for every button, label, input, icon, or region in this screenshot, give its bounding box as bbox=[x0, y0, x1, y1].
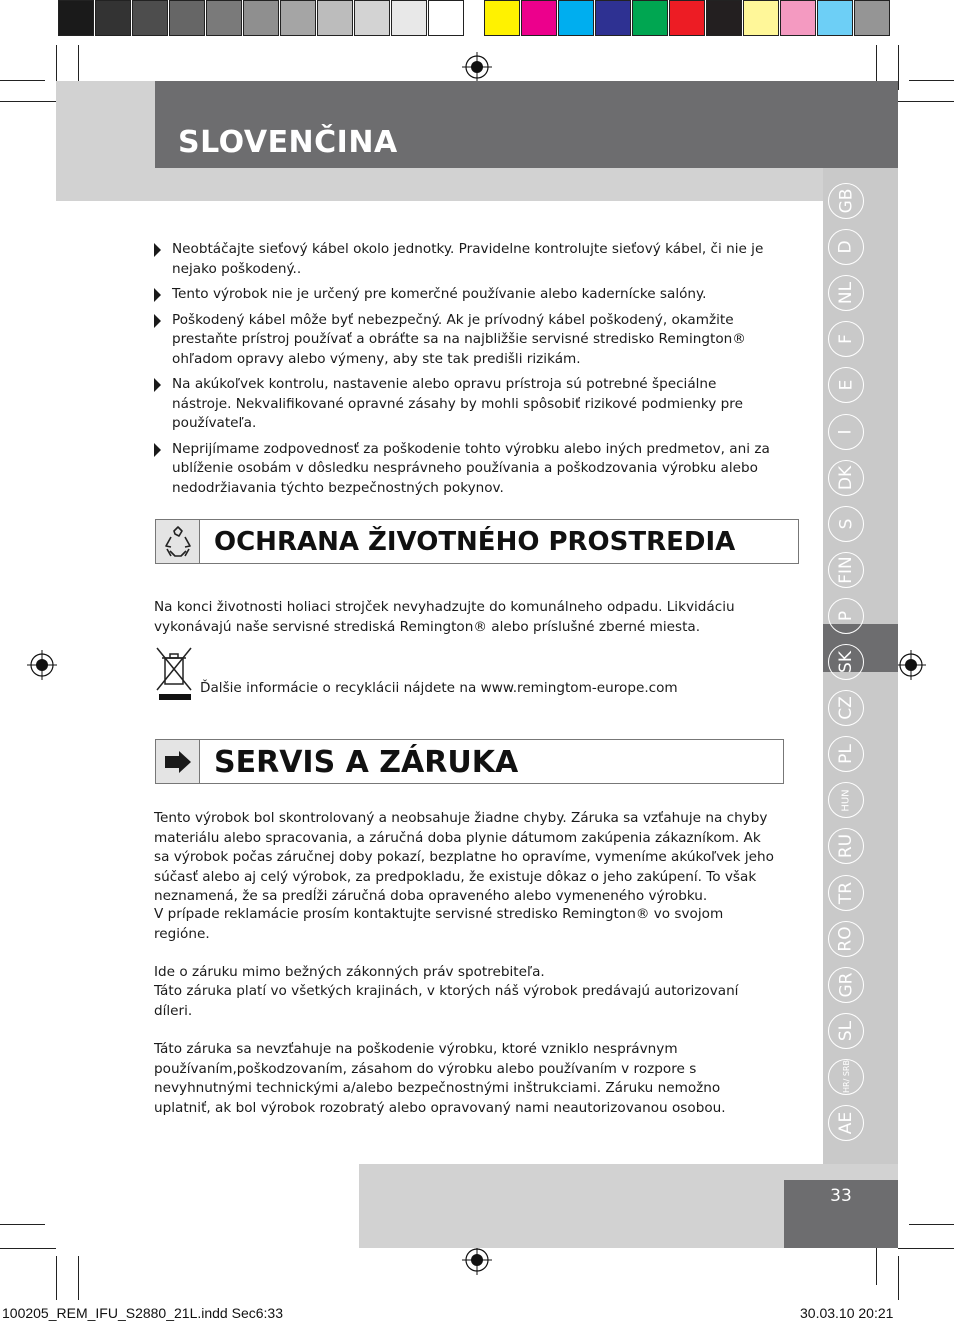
color-swatch bbox=[854, 0, 890, 36]
grey-swatch-bar bbox=[58, 0, 465, 38]
page-number-box bbox=[784, 1180, 898, 1248]
color-swatch bbox=[484, 0, 520, 36]
color-swatch bbox=[632, 0, 668, 36]
color-swatch bbox=[169, 0, 205, 36]
list-item: Neobtáčajte sieťový kábel okolo jednotky. Pravidelne kontrolujte sieťový kábel, či nie je nejako poškodený.. bbox=[154, 240, 779, 279]
language-tab-s[interactable]: S bbox=[828, 506, 864, 542]
crop-mark bbox=[78, 1256, 79, 1300]
service-paragraph-2: V prípade reklamácie prosím kontaktujte servisné stredisko Remington® vo svojom regióne. bbox=[154, 906, 724, 942]
language-tab-cz[interactable]: CZ bbox=[828, 690, 864, 726]
color-swatch bbox=[58, 0, 94, 36]
environment-heading: OCHRANA ŽIVOTNÉHO PROSTREDIA bbox=[214, 527, 736, 557]
language-tab-ae[interactable]: AE bbox=[828, 1105, 864, 1141]
crop-mark bbox=[56, 1256, 57, 1300]
color-swatch bbox=[206, 0, 242, 36]
service-heading: SERVIS A ZÁRUKA bbox=[214, 745, 519, 780]
color-swatch bbox=[391, 0, 427, 36]
crop-mark bbox=[0, 1248, 56, 1249]
crop-mark bbox=[898, 1256, 899, 1300]
footer-file-info: 100205_REM_IFU_S2880_21L.indd Sec6:33 bbox=[2, 1305, 283, 1321]
environment-text: Na konci životnosti holiaci strojček nevyhadzujte do komunálneho odpadu. Likvidáciu vykonávajú naše servisné strediská Remington® alebo príslušné zberné miesta. bbox=[154, 599, 735, 635]
crop-mark bbox=[0, 1224, 45, 1225]
registration-mark-icon bbox=[462, 1245, 492, 1275]
language-tab-fin[interactable]: FIN bbox=[828, 552, 864, 588]
service-paragraph-4: Táto záruka platí vo všetkých krajinách, v ktorých náš výrobok predávajú autorizovaní díleri. bbox=[154, 983, 739, 1019]
color-swatch bbox=[521, 0, 557, 36]
language-tab-i[interactable]: I bbox=[828, 414, 864, 450]
color-swatch bbox=[280, 0, 316, 36]
language-tab-gr[interactable]: GR bbox=[828, 967, 864, 1003]
footer-date: 30.03.10 20:21 bbox=[800, 1305, 894, 1321]
crop-mark bbox=[909, 1224, 954, 1225]
service-paragraph-3: Ide o záruku mimo bežných zákonných práv spotrebiteľa. bbox=[154, 964, 545, 980]
list-item: Neprijímame zodpovednosť za poškodenie tohto výrobku alebo iných predmetov, ani za ublíženie osobám v dôsledku nesprávneho používania a poškodzovania výrobku alebo nedodržiavania týchto bezpečnostných pokynov. bbox=[154, 440, 779, 499]
language-tab-e[interactable]: E bbox=[828, 367, 864, 403]
list-item: Poškodený kábel môže byť nebezpečný. Ak je prívodný kábel poškodený, okamžite prestaňte prístroj používať a obráťte sa na najbližšie servisné stredisko Remington® ohľadom opravy alebo výmeny, aby ste tak predišli rizikám. bbox=[154, 311, 779, 370]
color-swatch bbox=[669, 0, 705, 36]
language-tab-d[interactable]: D bbox=[828, 229, 864, 265]
bullet-arrow-icon bbox=[154, 288, 161, 302]
language-tab-hun[interactable]: HUN bbox=[828, 782, 864, 818]
bullet-arrow-icon bbox=[154, 443, 161, 457]
environment-section-header bbox=[155, 519, 799, 564]
language-tab-ro[interactable]: RO bbox=[828, 921, 864, 957]
registration-mark-icon bbox=[896, 650, 926, 680]
language-tab-dk[interactable]: DK bbox=[828, 460, 864, 496]
bullet-arrow-icon bbox=[154, 378, 161, 392]
list-item: Na akúkoľvek kontrolu, nastavenie alebo opravu prístroja sú potrebné špeciálne nástroje. Nekvalifikované opravné zásahy by mohli spôsobiť rizikové podmienky pre používateľa. bbox=[154, 375, 779, 434]
color-swatch bbox=[132, 0, 168, 36]
service-paragraph-5: Táto záruka sa nevzťahuje na poškodenie výrobku, ktoré vzniklo nesprávnym používaním,poškodzovaním, zásahom do výrobku alebo používaním v rozpore s nevyhnutnými technickými a/alebo bezpečnostnými inštrukciami. Záruku nemožno uplatniť, ak bol výrobok rozobratý alebo opravovaný nami neautorizovanou osobou. bbox=[154, 1041, 726, 1116]
safety-bullet-list bbox=[154, 240, 779, 504]
arrow-right-icon bbox=[156, 740, 200, 783]
language-tab-hr-srb[interactable]: HR/ SRB bbox=[828, 1059, 864, 1095]
language-tab-ru[interactable]: RU bbox=[828, 828, 864, 864]
crop-mark bbox=[909, 80, 954, 81]
color-swatch bbox=[317, 0, 353, 36]
color-swatch bbox=[817, 0, 853, 36]
crop-mark bbox=[898, 1248, 954, 1249]
crop-mark bbox=[0, 101, 56, 102]
recycle-icon bbox=[156, 520, 200, 563]
language-tab-tr[interactable]: TR bbox=[828, 875, 864, 911]
crossed-bin-icon bbox=[155, 646, 193, 702]
page-title: SLOVENČINA bbox=[178, 125, 398, 160]
recycling-note: Ďalšie informácie o recyklácii nájdete na www.remingtom-europe.com bbox=[200, 680, 678, 696]
bullet-arrow-icon bbox=[154, 314, 161, 328]
service-paragraph-1: Tento výrobok bol skontrolovaný a neobsahuje žiadne chyby. Záruka sa vzťahuje na chyby materiálu alebo spracovania, a záručná doba plynie dátumom zakúpenia zákazníkom. Ak sa výrobok počas záručnej doby pokazí, bezplatne ho opravíme, vymeníme akúkoľvek jeho súčasť alebo aj celý výrobok, za predpokladu, že existuje dôkaz o jeho zakúpení. To však neznamená, že sa predĺži záručná doba opraveného alebo vymeneného výrobku. bbox=[154, 810, 774, 904]
crop-mark bbox=[898, 45, 899, 90]
color-swatch bbox=[428, 0, 464, 36]
color-swatch bbox=[780, 0, 816, 36]
color-swatch-bar bbox=[484, 0, 891, 38]
language-tab-p[interactable]: P bbox=[828, 598, 864, 634]
color-swatch bbox=[354, 0, 390, 36]
crop-mark bbox=[898, 101, 954, 102]
color-swatch bbox=[706, 0, 742, 36]
language-tab-sl[interactable]: SL bbox=[828, 1013, 864, 1049]
language-tab-gb[interactable]: GB bbox=[828, 183, 864, 219]
page-number: 33 bbox=[830, 1186, 852, 1206]
language-tab-nl[interactable]: NL bbox=[828, 275, 864, 311]
language-tab-sk[interactable]: SK bbox=[828, 644, 864, 680]
title-band bbox=[155, 81, 898, 168]
language-tab-f[interactable]: F bbox=[828, 321, 864, 357]
crop-mark bbox=[0, 80, 45, 81]
registration-mark-icon bbox=[462, 52, 492, 82]
color-swatch bbox=[243, 0, 279, 36]
color-swatch bbox=[743, 0, 779, 36]
registration-mark-icon bbox=[27, 650, 57, 680]
bullet-arrow-icon bbox=[154, 243, 161, 257]
color-swatch bbox=[595, 0, 631, 36]
service-section-header bbox=[155, 739, 784, 784]
color-swatch bbox=[95, 0, 131, 36]
list-item: Tento výrobok nie je určený pre komerčné používanie alebo kadernícke salóny. bbox=[154, 285, 779, 305]
color-swatch bbox=[558, 0, 594, 36]
language-tab-pl[interactable]: PL bbox=[828, 736, 864, 772]
